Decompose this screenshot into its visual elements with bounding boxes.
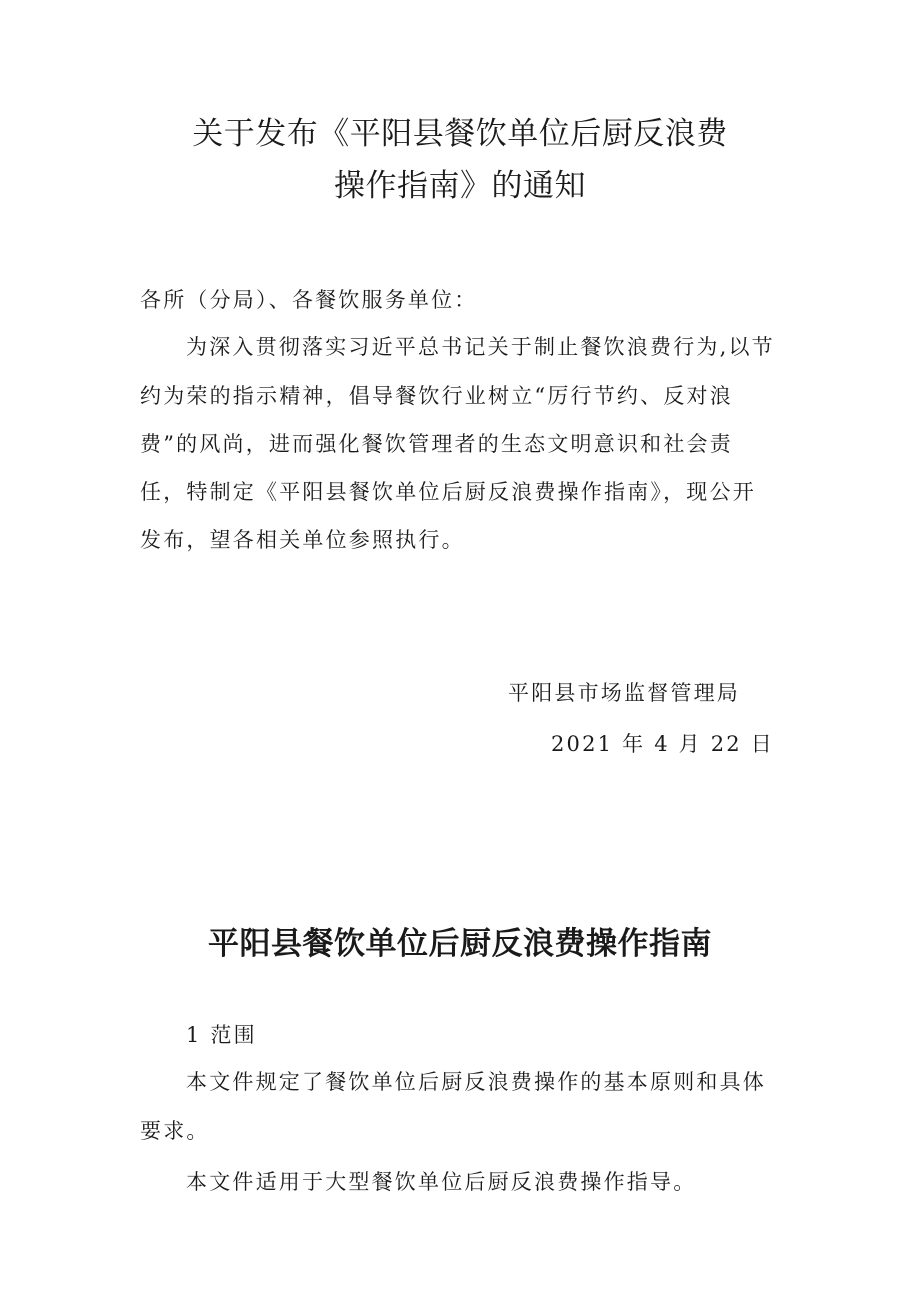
issuer: 平阳县市场监督管理局 xyxy=(508,681,740,705)
notice-title-line2: 操作指南》的通知 xyxy=(334,168,586,204)
guide-para2: 本文件适用于大型餐饮单位后厨反浪费操作指导。 xyxy=(186,1170,697,1194)
issue-date: 2021 年 4 月 22 日 xyxy=(551,732,774,756)
guide-para1-line2: 要求。 xyxy=(140,1119,210,1143)
salutation: 各所（分局）、各餐饮服务单位： xyxy=(140,288,478,312)
notice-body-line-2: 约为荣的指示精神，倡导餐饮行业树立“厉行节约、反对浪 xyxy=(140,384,733,408)
notice-body-line-1: 为深入贯彻落实习近平总书记关于制止餐饮浪费行为,以节 xyxy=(186,335,775,359)
guide-title: 平阳县餐饮单位后厨反浪费操作指南 xyxy=(208,926,712,962)
notice-body-line-4: 任，特制定《平阳县餐饮单位后厨反浪费操作指南》，现公开 xyxy=(140,480,756,504)
notice-body-line-3: 费”的风尚，进而强化餐饮管理者的生态文明意识和社会责 xyxy=(140,432,733,456)
notice-title-line1: 关于发布《平阳县餐饮单位后厨反浪费 xyxy=(192,116,728,152)
notice-body-line-5: 发布，望各相关单位参照执行。 xyxy=(140,528,465,552)
section-1-heading: 1 范围 xyxy=(186,1023,257,1047)
guide-para1-line1: 本文件规定了餐饮单位后厨反浪费操作的基本原则和具体 xyxy=(186,1070,766,1094)
